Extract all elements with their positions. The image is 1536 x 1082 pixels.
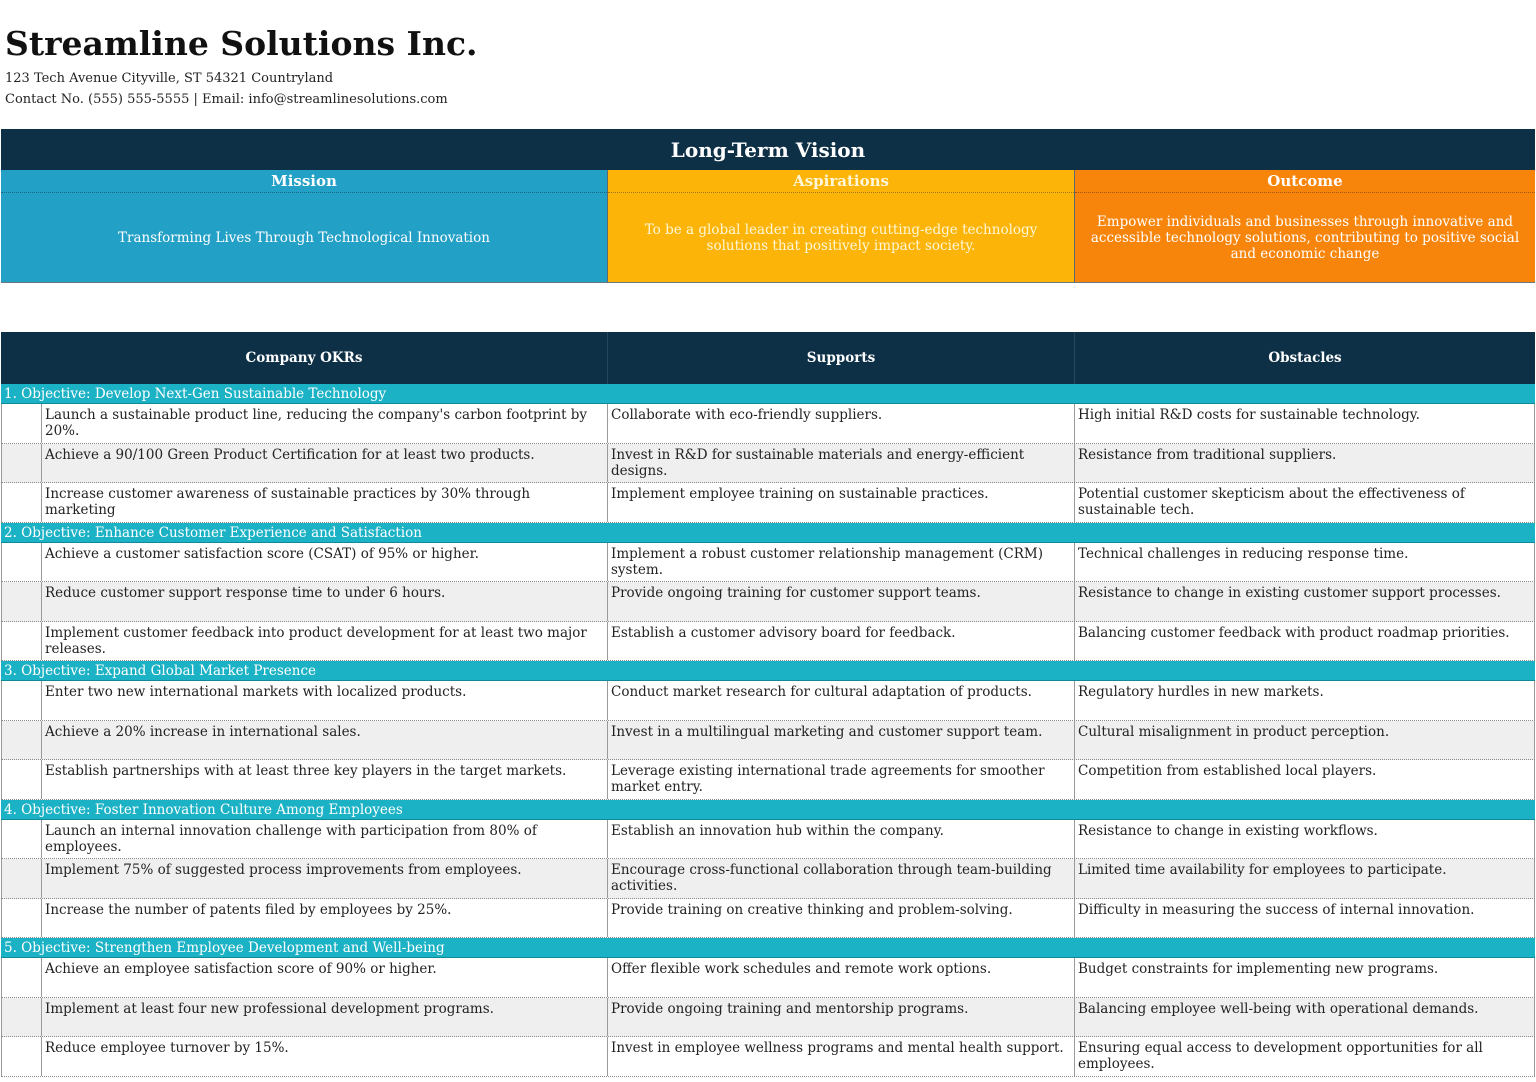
objective-row: 3. Objective: Expand Global Market Presence — [1, 661, 1535, 681]
support-cell: Implement a robust customer relationship management (CRM) system. — [608, 543, 1075, 582]
table-row — [1, 582, 1535, 622]
table-row — [1, 404, 1535, 444]
long-term-vision-table — [1, 129, 1535, 283]
obstacle-cell: Resistance to change in existing workflows. — [1075, 820, 1535, 859]
header-obstacles: Obstacles — [1268, 350, 1342, 366]
key-result-cell: Launch a sustainable product line, reducing the company's carbon footprint by 20%. — [42, 404, 608, 443]
company-header — [5, 22, 478, 110]
okr-table-header — [1, 332, 1535, 384]
obstacle-cell: Balancing employee well-being with operational demands. — [1075, 998, 1535, 1037]
okr-table — [1, 332, 1535, 1077]
key-result-cell: Establish partnerships with at least three key players in the target markets. — [42, 760, 608, 799]
key-result-cell: Implement customer feedback into product development for at least two major releases. — [42, 622, 608, 661]
key-result-cell: Achieve a 20% increase in international sales. — [42, 721, 608, 760]
obstacle-cell: High initial R&D costs for sustainable technology. — [1075, 404, 1535, 443]
row-indent-cell — [1, 958, 42, 997]
row-indent-cell — [1, 721, 42, 760]
row-indent-cell — [1, 582, 42, 621]
table-row — [1, 622, 1535, 662]
key-result-cell: Increase customer awareness of sustainable practices by 30% through marketing — [42, 483, 608, 522]
objective-row: 1. Objective: Develop Next-Gen Sustainable Technology — [1, 384, 1535, 404]
objective-row: 5. Objective: Strengthen Employee Development and Well-being — [1, 938, 1535, 958]
row-indent-cell — [1, 899, 42, 938]
row-indent-cell — [1, 404, 42, 443]
table-row — [1, 899, 1535, 939]
support-cell: Provide ongoing training and mentorship programs. — [608, 998, 1075, 1037]
support-cell: Collaborate with eco-friendly suppliers. — [608, 404, 1075, 443]
objective-row: 4. Objective: Foster Innovation Culture Among Employees — [1, 800, 1535, 820]
mission-label: Mission — [1, 170, 607, 193]
aspirations-label: Aspirations — [608, 170, 1074, 193]
row-indent-cell — [1, 483, 42, 522]
support-cell: Provide training on creative thinking and problem-solving. — [608, 899, 1075, 938]
row-indent-cell — [1, 859, 42, 898]
key-result-cell: Launch an internal innovation challenge with participation from 80% of employees. — [42, 820, 608, 859]
company-address: 123 Tech Avenue Cityville, ST 54321 Countryland — [5, 71, 334, 86]
table-row — [1, 681, 1535, 721]
table-row — [1, 721, 1535, 761]
row-indent-cell — [1, 681, 42, 720]
row-indent-cell — [1, 543, 42, 582]
key-result-cell: Achieve a customer satisfaction score (CSAT) of 95% or higher. — [42, 543, 608, 582]
header-company-okrs: Company OKRs — [1, 332, 608, 384]
obstacle-cell: Budget constraints for implementing new programs. — [1075, 958, 1535, 997]
outcome-column — [1075, 170, 1535, 283]
key-result-cell: Enter two new international markets with localized products. — [42, 681, 608, 720]
table-row — [1, 820, 1535, 860]
outcome-text: Empower individuals and businesses through innovative and accessible technology solutions, contributing to positive social and economic change — [1075, 193, 1535, 283]
obstacle-cell: Cultural misalignment in product perception. — [1075, 721, 1535, 760]
company-contact: Contact No. (555) 555-5555 | Email: info@streamlinesolutions.com — [5, 92, 448, 107]
aspirations-text: To be a global leader in creating cutting-edge technology solutions that positively impact society. — [608, 193, 1074, 283]
row-indent-cell — [1, 998, 42, 1037]
support-cell: Invest in employee wellness programs and mental health support. — [608, 1037, 1075, 1076]
support-cell: Conduct market research for cultural adaptation of products. — [608, 681, 1075, 720]
row-indent-cell — [1, 760, 42, 799]
key-result-cell: Achieve a 90/100 Green Product Certification for at least two products. — [42, 444, 608, 483]
key-result-cell: Implement at least four new professional development programs. — [42, 998, 608, 1037]
table-row — [1, 543, 1535, 583]
obstacle-cell: Competition from established local players. — [1075, 760, 1535, 799]
key-result-cell: Reduce employee turnover by 15%. — [42, 1037, 608, 1076]
table-row — [1, 998, 1535, 1038]
vision-title: Long-Term Vision — [1, 129, 1535, 170]
obstacle-cell: Resistance to change in existing customer support processes. — [1075, 582, 1535, 621]
obstacle-cell: Potential customer skepticism about the effectiveness of sustainable tech. — [1075, 483, 1535, 522]
support-cell: Offer flexible work schedules and remote work options. — [608, 958, 1075, 997]
support-cell: Establish an innovation hub within the company. — [608, 820, 1075, 859]
obstacle-cell: Difficulty in measuring the success of internal innovation. — [1075, 899, 1535, 938]
key-result-cell: Reduce customer support response time to under 6 hours. — [42, 582, 608, 621]
outcome-label: Outcome — [1075, 170, 1535, 193]
mission-text: Transforming Lives Through Technological Innovation — [1, 193, 607, 283]
support-cell: Invest in R&D for sustainable materials and energy-efficient designs. — [608, 444, 1075, 483]
obstacle-cell: Ensuring equal access to development opportunities for all employees. — [1075, 1037, 1535, 1076]
table-row — [1, 1037, 1535, 1077]
support-cell: Encourage cross-functional collaboration through team-building activities. — [608, 859, 1075, 898]
table-row — [1, 760, 1535, 800]
objective-row: 2. Objective: Enhance Customer Experience and Satisfaction — [1, 523, 1535, 543]
obstacle-cell: Regulatory hurdles in new markets. — [1075, 681, 1535, 720]
obstacle-cell: Resistance from traditional suppliers. — [1075, 444, 1535, 483]
mission-column — [1, 170, 608, 283]
support-cell: Provide ongoing training for customer support teams. — [608, 582, 1075, 621]
row-indent-cell — [1, 820, 42, 859]
key-result-cell: Implement 75% of suggested process improvements from employees. — [42, 859, 608, 898]
support-cell: Invest in a multilingual marketing and customer support team. — [608, 721, 1075, 760]
support-cell: Establish a customer advisory board for feedback. — [608, 622, 1075, 661]
aspirations-column — [608, 170, 1075, 283]
obstacle-cell: Technical challenges in reducing response time. — [1075, 543, 1535, 582]
header-supports: Supports — [608, 332, 1075, 384]
row-indent-cell — [1, 622, 42, 661]
table-row — [1, 444, 1535, 484]
support-cell: Implement employee training on sustainable practices. — [608, 483, 1075, 522]
company-name: Streamline Solutions Inc. — [5, 24, 478, 63]
key-result-cell: Increase the number of patents filed by employees by 25%. — [42, 899, 608, 938]
row-indent-cell — [1, 444, 42, 483]
table-row — [1, 859, 1535, 899]
key-result-cell: Achieve an employee satisfaction score of 90% or higher. — [42, 958, 608, 997]
obstacle-cell: Limited time availability for employees to participate. — [1075, 859, 1535, 898]
support-cell: Leverage existing international trade agreements for smoother market entry. — [608, 760, 1075, 799]
table-row — [1, 483, 1535, 523]
table-row — [1, 958, 1535, 998]
row-indent-cell — [1, 1037, 42, 1076]
obstacle-cell: Balancing customer feedback with product roadmap priorities. — [1075, 622, 1535, 661]
okr-table-body — [1, 384, 1535, 1077]
